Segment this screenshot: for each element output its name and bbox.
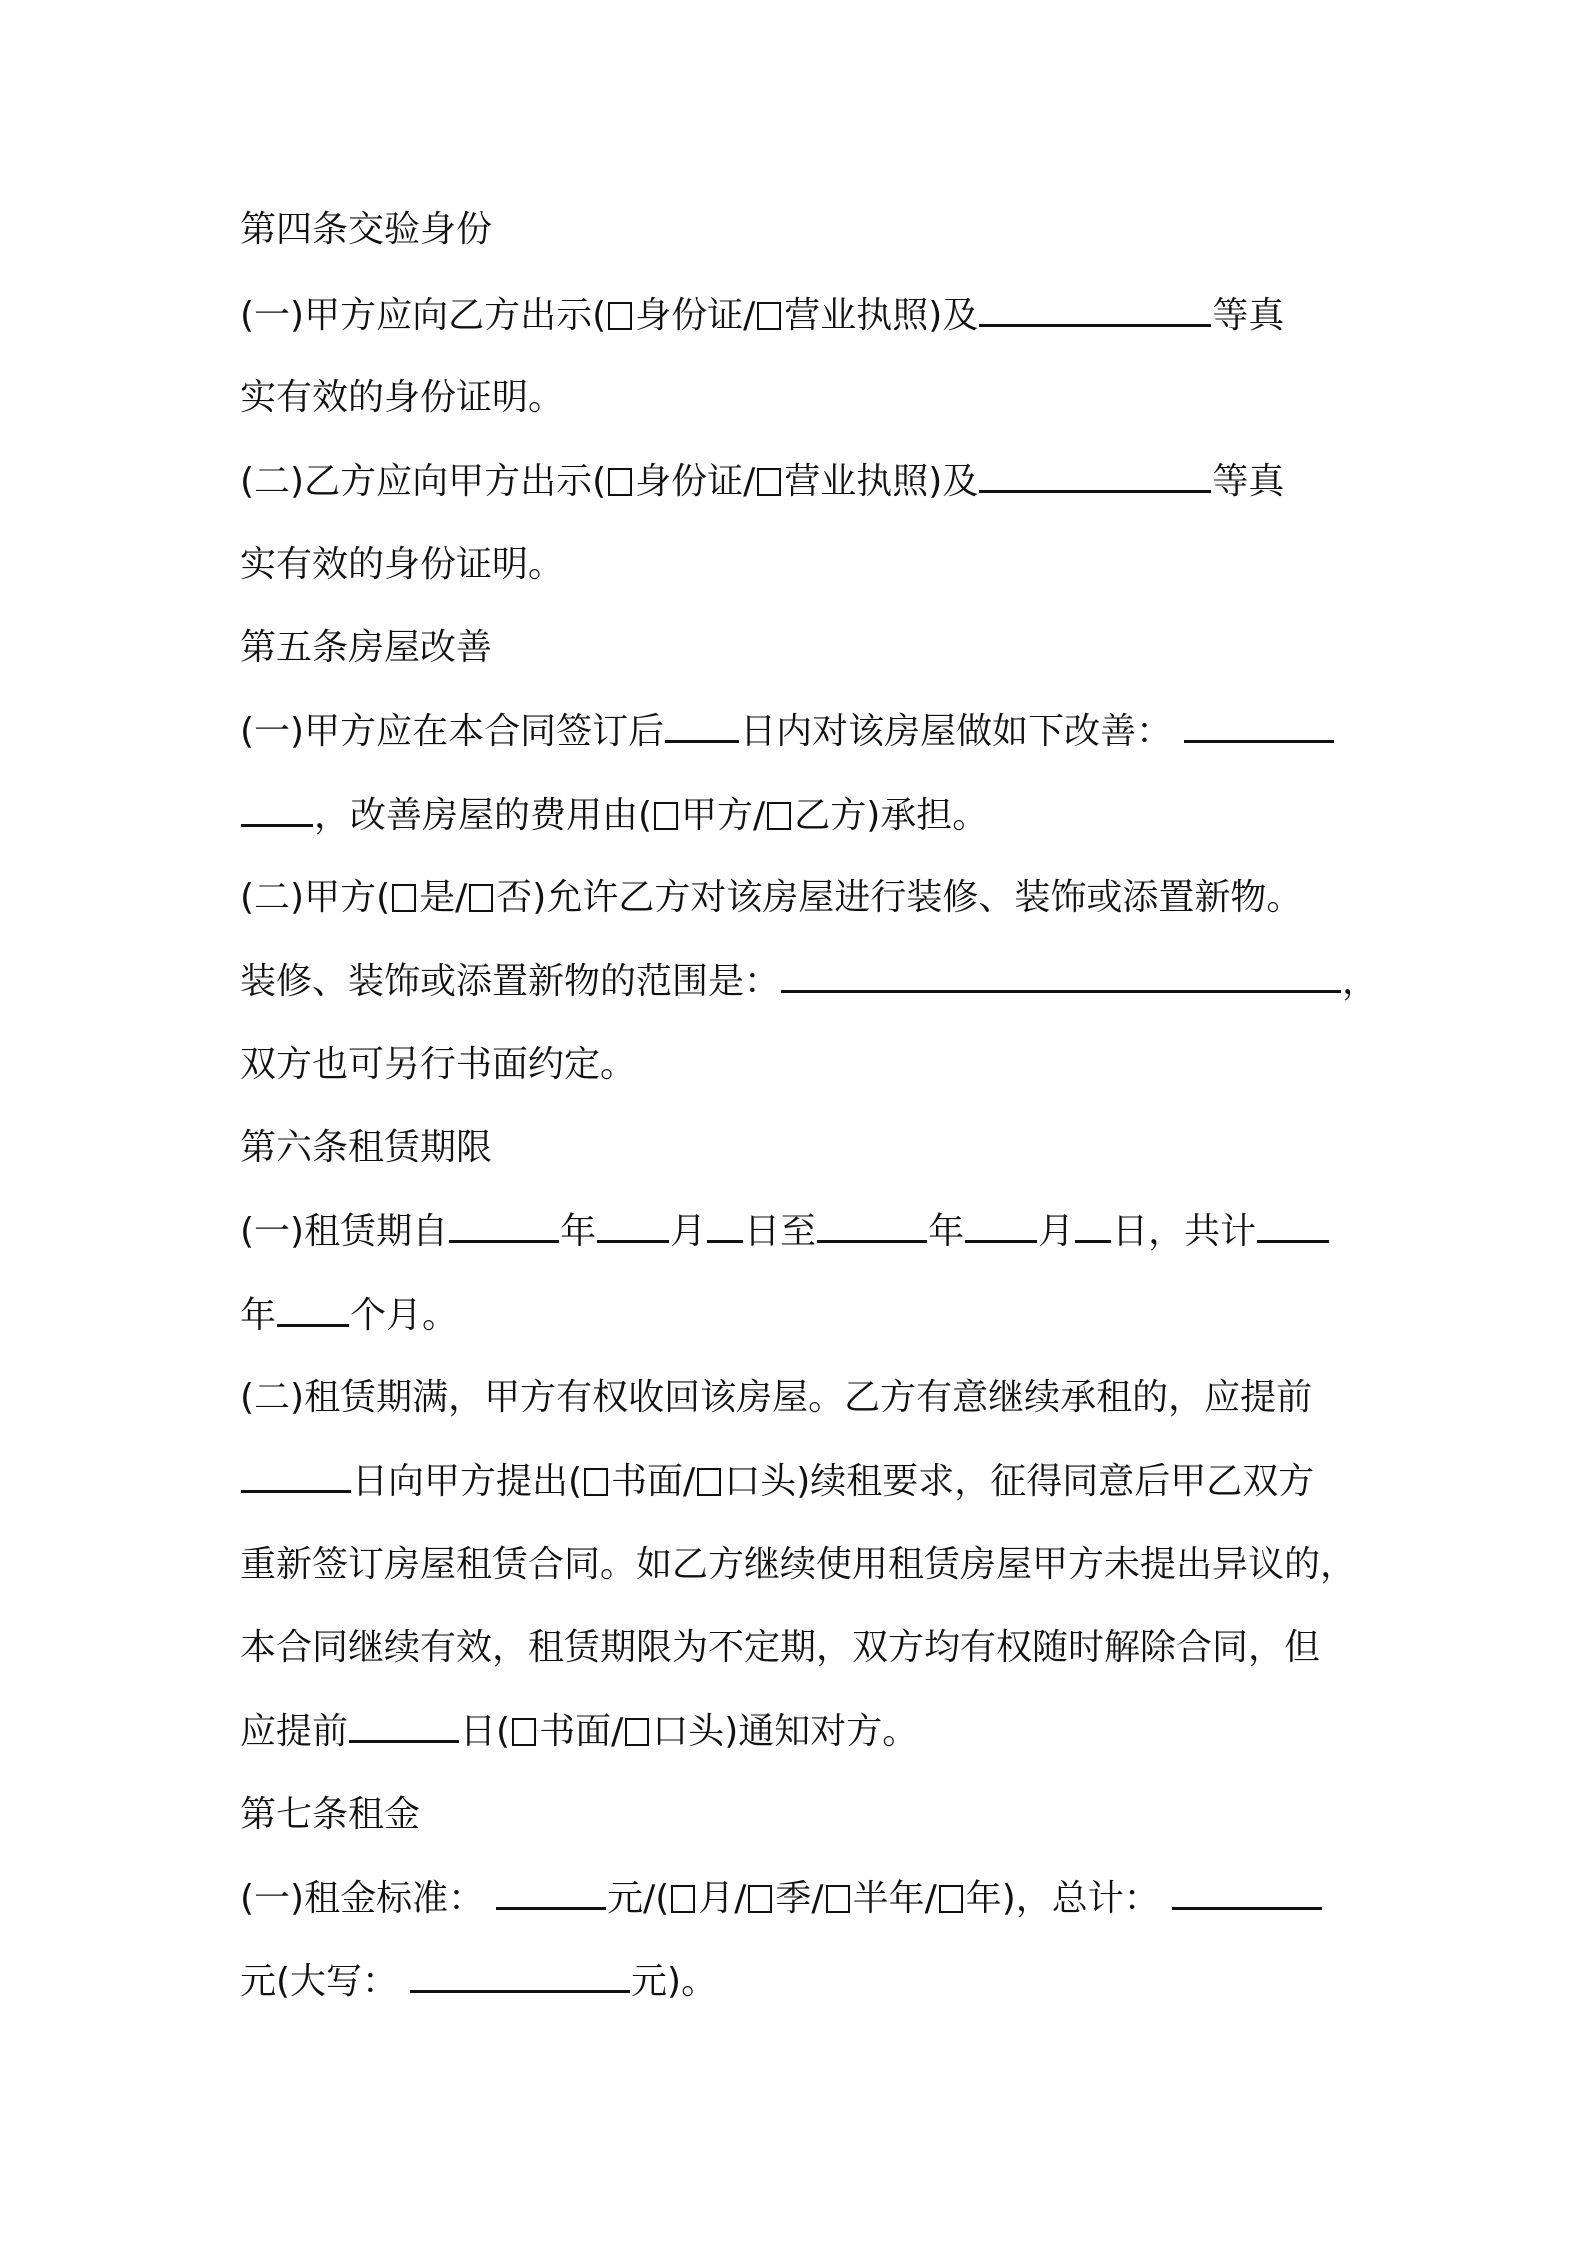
art6-p2-line1: (二)租赁期满，甲方有权收回该房屋。乙方有意继续承租的，应提前 [240, 1377, 1313, 1418]
art5-p1-line2 [240, 790, 988, 840]
text: 否)允许乙方对该房屋进行装修、装饰或添置新物。 [496, 877, 1303, 918]
text: 日向甲方提出( [352, 1461, 583, 1502]
checkbox [392, 884, 416, 912]
text: 等真 [1212, 461, 1285, 502]
checkbox [748, 1885, 772, 1913]
text: 口头)续租要求，征得同意后甲乙双方 [724, 1461, 1315, 1502]
art4-p1-line2: 实有效的身份证明。 [240, 377, 565, 418]
text: 月 [670, 1211, 707, 1252]
blank-line [1184, 706, 1334, 743]
art6-p1-line2 [240, 1290, 458, 1340]
blank-line [241, 1456, 351, 1493]
text: 营业执照)及 [784, 295, 979, 336]
art5-p2-line3: 双方也可另行书面约定。 [240, 1044, 637, 1085]
text: 装修、装饰或添置新物的范围是： [240, 961, 781, 1002]
blank-line [665, 706, 739, 743]
text: 年)，总计： [965, 1878, 1160, 1919]
text: 书面/ [539, 1711, 624, 1752]
blank-line [449, 1206, 559, 1243]
checkbox [608, 302, 632, 330]
text: 月/ [698, 1878, 747, 1919]
text: 元)。 [631, 1961, 718, 2002]
blank-line [1172, 1873, 1322, 1910]
art5-p2-line2 [240, 956, 1378, 1006]
blank-line [979, 456, 1211, 493]
art7-p1-line1 [240, 1873, 1323, 1923]
art5-p2-line1 [240, 873, 1302, 923]
blank-line [496, 1873, 606, 1910]
text: (一)甲方应向乙方出示( [240, 295, 607, 336]
text: 身份证/ [635, 295, 756, 336]
art6-p2-line3: 重新签订房屋租赁合同。如乙方继续使用租赁房屋甲方未提出异议的， [240, 1544, 1357, 1585]
text: 月 [1038, 1211, 1075, 1252]
text: 季/ [775, 1878, 824, 1919]
text: 甲方/ [681, 795, 766, 836]
article-7-title: 第七条租金 [240, 1794, 421, 1835]
blank-line [979, 290, 1211, 327]
text: (一)甲方应在本合同签订后 [240, 711, 665, 752]
article-6-title: 第六条租赁期限 [240, 1127, 493, 1168]
blank-line [241, 790, 313, 827]
text: (一)租赁期自 [240, 1211, 449, 1252]
text: 等真 [1212, 295, 1285, 336]
text: 口头)通知对方。 [652, 1711, 919, 1752]
text: ，改善房屋的费用由( [314, 795, 653, 836]
blank-line [817, 1206, 927, 1243]
text: 日( [460, 1711, 511, 1752]
art6-p2-line5 [240, 1706, 918, 1756]
checkbox [469, 884, 493, 912]
blank-line [707, 1206, 743, 1243]
text: 个月。 [350, 1295, 459, 1336]
text: 元/( [607, 1878, 670, 1919]
blank-line [781, 956, 1341, 993]
text: 元(大写： [240, 1961, 399, 2002]
blank-line [277, 1290, 349, 1327]
text: (二)乙方应向甲方出示( [240, 461, 607, 502]
checkbox [625, 1718, 649, 1746]
art7-p1-line2 [240, 1956, 717, 2006]
text: 日至 [744, 1211, 817, 1252]
article-4-title: 第四条交验身份 [240, 209, 493, 250]
checkbox [608, 468, 632, 496]
text: 日内对该房屋做如下改善： [740, 711, 1173, 752]
blank-line [597, 1206, 669, 1243]
text: (一)租金标准： [240, 1878, 485, 1919]
text: 半年/ [852, 1878, 937, 1919]
checkbox [939, 1885, 963, 1913]
article-5-title: 第五条房屋改善 [240, 627, 493, 668]
art6-p2-line4: 本合同继续有效，租赁期限为不定期，双方均有权随时解除合同，但 [240, 1627, 1321, 1668]
art4-p2-line2: 实有效的身份证明。 [240, 544, 565, 585]
text: (二)甲方( [240, 877, 391, 918]
blank-line [1075, 1206, 1111, 1243]
checkbox [757, 468, 781, 496]
art6-p1-line1 [240, 1206, 1330, 1256]
blank-line [1257, 1206, 1329, 1243]
checkbox [697, 1468, 721, 1496]
art4-p1-line1 [240, 290, 1284, 340]
checkbox [826, 1885, 850, 1913]
checkbox [671, 1885, 695, 1913]
text: 日，共计 [1112, 1211, 1257, 1252]
text: 是/ [419, 877, 468, 918]
checkbox [757, 302, 781, 330]
checkbox [584, 1468, 608, 1496]
checkbox [767, 802, 791, 830]
art6-p2-line2 [240, 1456, 1314, 1506]
text: 乙方)承担。 [794, 795, 989, 836]
art5-p1-line1 [240, 706, 1335, 756]
text: 书面/ [611, 1461, 696, 1502]
checkbox [654, 802, 678, 830]
art4-p2-line1 [240, 456, 1284, 506]
text: 年 [928, 1211, 965, 1252]
text: 营业执照)及 [784, 461, 979, 502]
text: 应提前 [240, 1711, 349, 1752]
blank-line [965, 1206, 1037, 1243]
text: 身份证/ [635, 461, 756, 502]
text: 年 [560, 1211, 597, 1252]
blank-line [349, 1706, 459, 1743]
checkbox [512, 1718, 536, 1746]
text: ， [1342, 961, 1379, 1002]
text: 年 [240, 1295, 277, 1336]
blank-line [410, 1956, 630, 1993]
